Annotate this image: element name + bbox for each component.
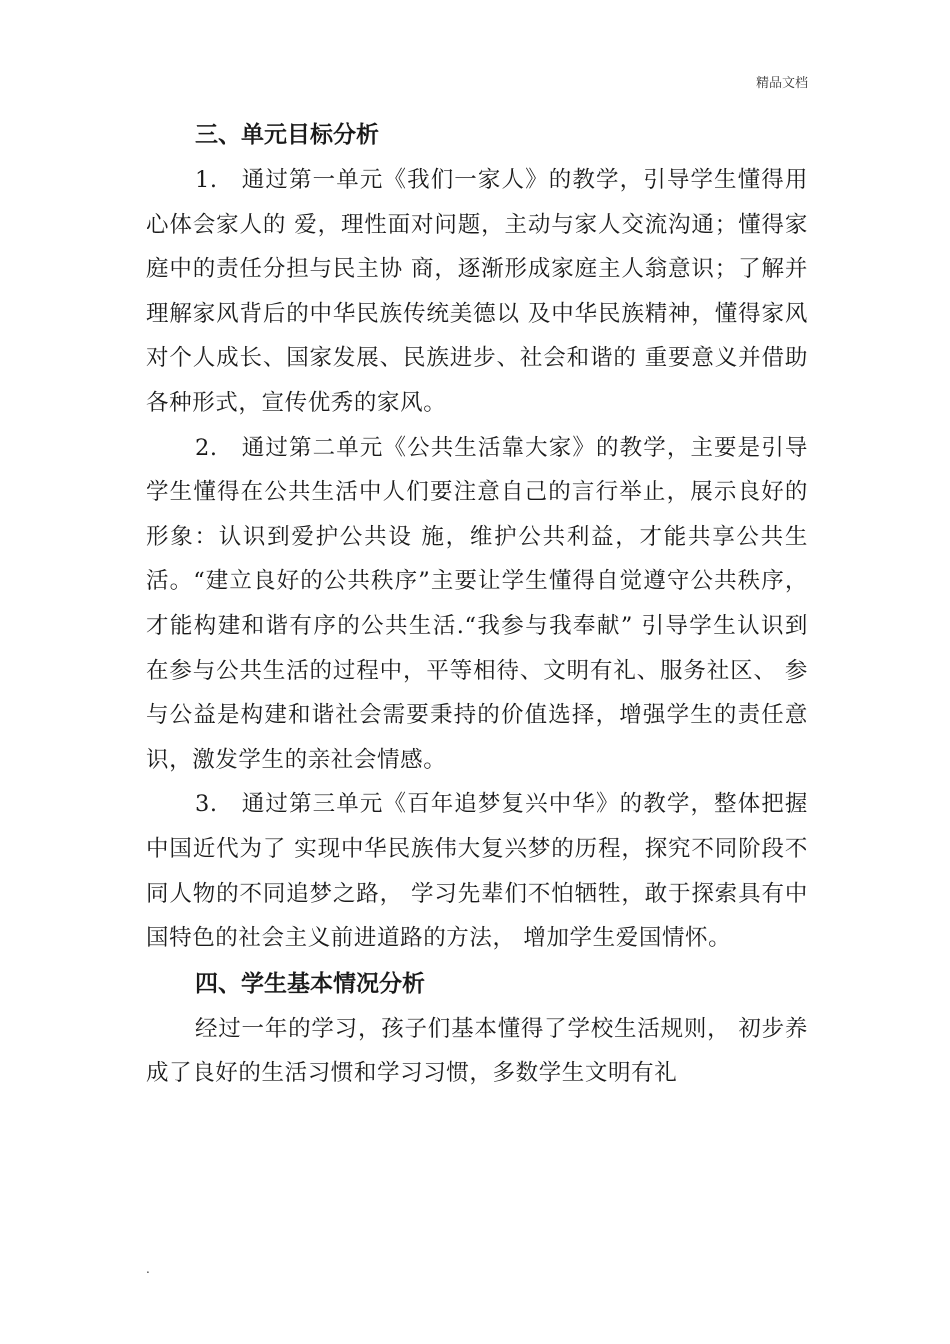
paragraph-unit-2: 2. 通过第二单元《公共生活靠大家》的教学，主要是引导学生懂得在公共生活中人们要注意自己的言行举止，展示良好的形象：认识到爱护公共设 施，维护公共利益，才能共享公共生活。“建立良好的公共秩序”主要让学生懂得自觉遵守公共秩序，才能构建和谐有序的公共生活.“我参与我奉献” 引导学生认识到在参与公共生活的过程中，平等相待、文明有礼、服务社区、 参与公益是构建和谐社会需要秉持的价值选择，增强学生的责任意识，激发学生的亲社会情感。 — [146, 434, 808, 773]
section-heading-unit-goals: 三、单元目标分析 — [195, 122, 379, 148]
page-header-label: 精品文档 — [755, 76, 808, 91]
document-body — [146, 112, 808, 1096]
paragraph-student-analysis: 经过一年的学习，孩子们基本懂得了学校生活规则， 初步养成了良好的生活习惯和学习习惯，多数学生文明有礼 — [146, 1015, 808, 1087]
paragraph-unit-1: 1. 通过第一单元《我们一家人》的教学，引导学生懂得用心体会家人的 爱，理性面对问题，主动与家人交流沟通；懂得家庭中的责任分担与民主协 商，逐渐形成家庭主人翁意识；了解并理解家风背后的中华民族传统美德以 及中华民族精神，懂得家风对个人成长、国家发展、民族进步、社会和谐的 重要意义并借助各种形式，宣传优秀的家风。 — [146, 167, 808, 416]
paragraph-unit-3: 3. 通过第三单元《百年追梦复兴中华》的教学，整体把握中国近代为了 实现中华民族伟大复兴梦的历程，探究不同阶段不同人物的不同追梦之路， 学习先辈们不怕牺牲，敢于探索具有中国特色的社会主义前进道路的方法， 增加学生爱国情怀。 — [146, 791, 808, 952]
page-footer-mark: . — [146, 1262, 150, 1276]
section-heading-student-analysis: 四、学生基本情况分析 — [195, 970, 425, 997]
